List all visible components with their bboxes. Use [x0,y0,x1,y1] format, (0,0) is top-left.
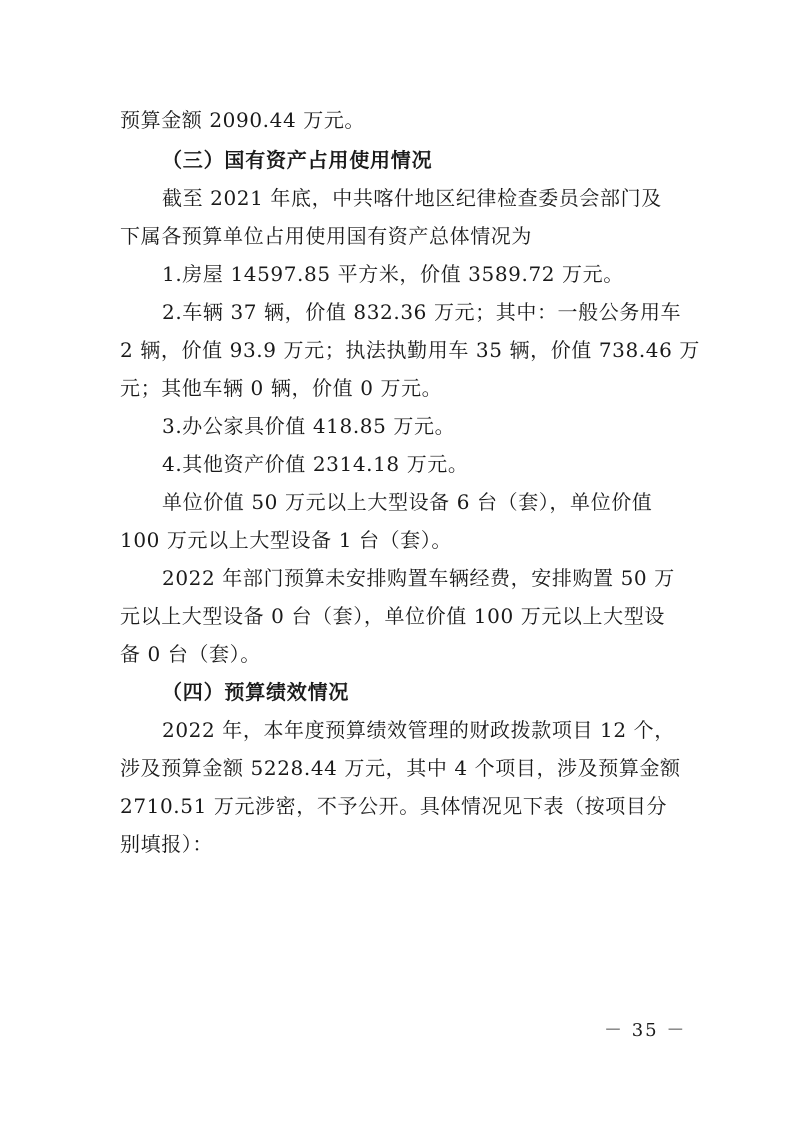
section-heading-assets: （三）国有资产占用使用情况 [162,148,433,172]
page-number: － 35 － [604,1020,687,1041]
text-line: 100 万元以上大型设备 1 台（套）。 [120,528,452,552]
text-line: 截至 2021 年底，中共喀什地区纪律检查委员会部门及 [162,186,662,210]
text-line: 别填报）： [120,832,213,856]
list-item-other-assets: 4.其他资产价值 2314.18 万元。 [162,452,469,476]
text-line: 2022 年部门预算未安排购置车辆经费，安排购置 50 万 [162,566,675,590]
text-line: 2 辆，价值 93.9 万元；执法执勤用车 35 辆，价值 738.46 万 [120,338,700,362]
text-line: 元；其他车辆 0 辆，价值 0 万元。 [120,376,443,400]
text-line: 单位价值 50 万元以上大型设备 6 台（套），单位价值 [162,490,653,514]
list-item-vehicles: 2.车辆 37 辆，价值 832.36 万元；其中：一般公务用车 [162,300,682,324]
text-line: 2710.51 万元涉密，不予公开。具体情况见下表（按项目分 [120,794,668,818]
text-line: 预算金额 2090.44 万元。 [120,108,366,132]
text-line: 下属各预算单位占用使用国有资产总体情况为 [120,224,532,248]
list-item-housing: 1.房屋 14597.85 平方米，价值 3589.72 万元。 [162,262,624,286]
text-line: 涉及预算金额 5228.44 万元，其中 4 个项目，涉及预算金额 [120,756,681,780]
list-item-furniture: 3.办公家具价值 418.85 万元。 [162,414,456,438]
section-heading-performance: （四）预算绩效情况 [162,680,350,704]
text-line: 2022 年，本年度预算绩效管理的财政拨款项目 12 个， [162,718,675,742]
text-line: 元以上大型设备 0 台（套），单位价值 100 万元以上大型设 [120,604,665,628]
text-line: 备 0 台（套）。 [120,642,261,666]
